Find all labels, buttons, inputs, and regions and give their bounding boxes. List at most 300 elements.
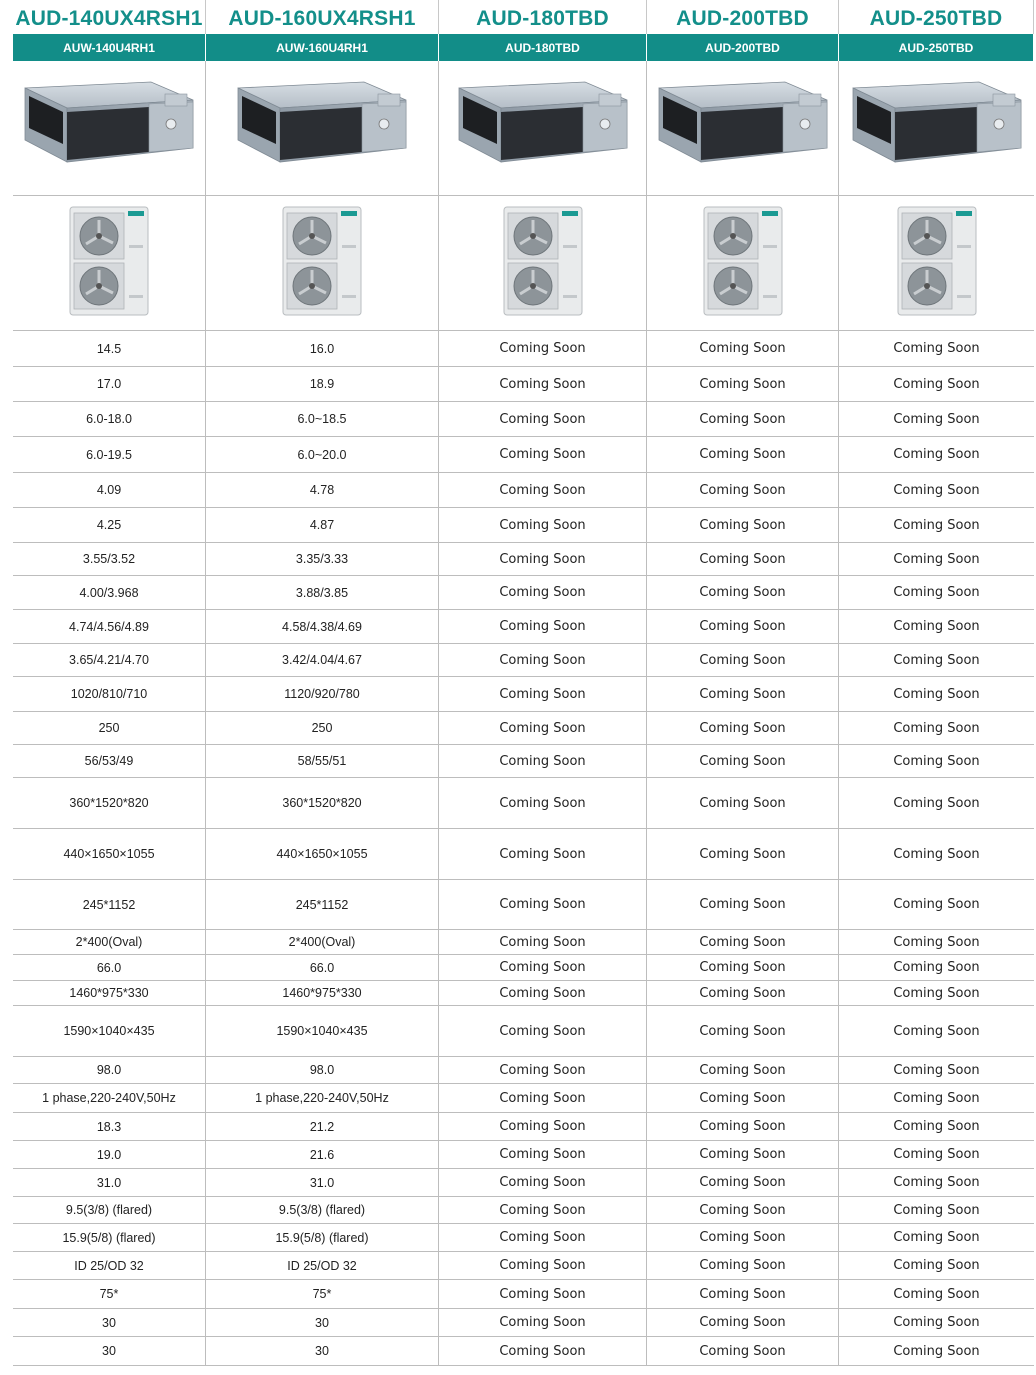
spec-value: 15.9(5/8) (flared) (62, 1230, 156, 1245)
table-cell (13, 473, 206, 507)
spec-value: 250 (98, 721, 120, 735)
coming-soon-label: Coming Soon (893, 341, 980, 356)
table-cell (839, 981, 1034, 1005)
table-cell (13, 1252, 206, 1279)
spec-value: 75* (99, 1287, 119, 1301)
table-row (13, 1113, 1034, 1141)
table-cell (439, 508, 647, 542)
coming-soon-label: Coming Soon (893, 897, 980, 912)
coming-soon-label: Coming Soon (699, 1175, 786, 1190)
table-cell (647, 508, 839, 542)
table-cell (13, 1197, 206, 1223)
coming-soon-label: Coming Soon (499, 517, 586, 533)
spec-value: 3.55/3.52 (82, 552, 136, 566)
table-row (13, 543, 1034, 576)
table-cell (647, 1224, 839, 1251)
table-row (13, 981, 1034, 1006)
coming-soon-label: Coming Soon (893, 1147, 980, 1162)
table-row (13, 473, 1034, 508)
spec-value: 31.0 (309, 1175, 335, 1190)
model-name-text: AUD-200TBD (676, 7, 809, 30)
table-cell (206, 955, 439, 980)
table-cell (13, 880, 206, 929)
table-cell (206, 508, 439, 542)
table-cell (647, 1197, 839, 1223)
coming-soon-label: Coming Soon (699, 753, 786, 769)
outdoor-model-text: AUD-200TBD (705, 40, 780, 55)
table-cell (206, 437, 439, 472)
table-cell (647, 367, 839, 401)
spec-value: 18.3 (96, 1119, 122, 1134)
spec-value: 2*400(Oval) (75, 935, 143, 949)
table-row (13, 712, 1034, 745)
table-row (13, 1252, 1034, 1280)
coming-soon-label: Coming Soon (893, 1286, 980, 1302)
coming-soon-label: Coming Soon (699, 846, 786, 862)
table-cell (206, 1084, 439, 1112)
outdoor-model (839, 34, 1034, 61)
coming-soon-label: Coming Soon (699, 960, 786, 975)
table-row (13, 829, 1034, 880)
table-cell (647, 1309, 839, 1336)
table-cell (647, 829, 839, 879)
coming-soon-label: Coming Soon (699, 411, 786, 427)
table-cell (13, 402, 206, 436)
table-cell (647, 1113, 839, 1140)
coming-soon-label: Coming Soon (499, 619, 586, 634)
table-cell (206, 1309, 439, 1336)
table-cell (13, 437, 206, 472)
coming-soon-label: Coming Soon (499, 686, 586, 702)
table-cell (647, 1006, 839, 1056)
table-cell (439, 1057, 647, 1083)
spec-value: 1460*975*330 (282, 986, 362, 1000)
table-cell (206, 677, 439, 711)
spec-value: 6.0-18.0 (86, 412, 132, 426)
table-row (13, 367, 1034, 402)
coming-soon-label: Coming Soon (499, 551, 586, 567)
model-name-text: AUD-160UX4RSH1 (228, 7, 416, 30)
table-cell (839, 1224, 1034, 1251)
coming-soon-label: Coming Soon (893, 551, 980, 567)
table-cell (13, 644, 206, 676)
coming-soon-label: Coming Soon (699, 1147, 786, 1162)
table-cell (13, 1224, 206, 1251)
outdoor-unit-cell (839, 196, 1034, 330)
table-cell (647, 1057, 839, 1083)
table-cell (647, 1141, 839, 1168)
coming-soon-label: Coming Soon (893, 1230, 980, 1245)
table-cell (647, 644, 839, 676)
coming-soon-label: Coming Soon (699, 897, 786, 912)
outdoor-model (647, 34, 839, 61)
table-cell (647, 745, 839, 777)
table-cell (647, 930, 839, 954)
coming-soon-label: Coming Soon (699, 1343, 786, 1359)
table-cell (439, 331, 647, 366)
indoor-unit-image-row (13, 61, 1034, 196)
spec-value: 18.9 (309, 377, 335, 391)
table-cell (13, 1006, 206, 1056)
table-cell (206, 712, 439, 744)
table-cell (839, 955, 1034, 980)
table-cell (839, 880, 1034, 929)
coming-soon-label: Coming Soon (699, 1090, 786, 1106)
spec-value: 58/55/51 (297, 754, 347, 768)
model-name (439, 0, 647, 34)
table-cell (439, 543, 647, 575)
table-cell (13, 677, 206, 711)
coming-soon-label: Coming Soon (499, 1286, 586, 1302)
spec-value: 440×1650×1055 (63, 847, 155, 861)
spec-value: 21.2 (309, 1119, 335, 1134)
model-name-text: AUD-180TBD (476, 7, 609, 30)
coming-soon-label: Coming Soon (893, 720, 980, 736)
table-cell (13, 576, 206, 609)
spec-value: 16.0 (309, 341, 335, 356)
table-cell (439, 880, 647, 929)
coming-soon-label: Coming Soon (499, 447, 586, 462)
coming-soon-label: Coming Soon (699, 985, 786, 1001)
spec-value: 3.35/3.33 (295, 552, 349, 566)
spec-value: 245*1152 (295, 897, 349, 912)
spec-value: 6.0~18.5 (297, 412, 347, 426)
outdoor-unit-icon (702, 205, 784, 322)
coming-soon-label: Coming Soon (499, 585, 586, 600)
coming-soon-label: Coming Soon (499, 376, 586, 392)
coming-soon-label: Coming Soon (893, 1023, 980, 1039)
table-cell (647, 437, 839, 472)
coming-soon-label: Coming Soon (893, 1062, 980, 1078)
outdoor-model-text: AUD-250TBD (898, 40, 974, 55)
coming-soon-label: Coming Soon (499, 1147, 586, 1162)
coming-soon-label: Coming Soon (499, 795, 586, 811)
spec-value: 245*1152 (82, 897, 136, 912)
table-cell (839, 367, 1034, 401)
table-cell (206, 778, 439, 828)
coming-soon-label: Coming Soon (499, 720, 586, 736)
coming-soon-label: Coming Soon (699, 1230, 786, 1245)
table-row (13, 331, 1034, 367)
outdoor-unit-icon (896, 205, 978, 322)
table-row (13, 437, 1034, 473)
coming-soon-label: Coming Soon (699, 686, 786, 702)
table-cell (206, 930, 439, 954)
table-cell (13, 331, 206, 366)
table-cell (206, 402, 439, 436)
spec-value: 3.88/3.85 (295, 585, 349, 600)
table-row (13, 778, 1034, 829)
table-cell (13, 1141, 206, 1168)
coming-soon-label: Coming Soon (499, 1202, 586, 1218)
coming-soon-label: Coming Soon (893, 1315, 980, 1330)
spec-rows (13, 331, 1034, 1366)
outdoor-unit-icon (68, 205, 150, 322)
coming-soon-label: Coming Soon (699, 1202, 786, 1218)
coming-soon-label: Coming Soon (499, 1315, 586, 1330)
model-name (206, 0, 439, 34)
table-cell (647, 1337, 839, 1365)
table-cell (13, 508, 206, 542)
coming-soon-label: Coming Soon (893, 411, 980, 427)
table-cell (439, 1252, 647, 1279)
coming-soon-label: Coming Soon (499, 341, 586, 356)
coming-soon-label: Coming Soon (499, 1062, 586, 1078)
spec-value: 98.0 (309, 1063, 335, 1077)
table-cell (206, 981, 439, 1005)
indoor-unit-cell (839, 61, 1034, 195)
table-cell (13, 778, 206, 828)
spec-value: 75* (312, 1287, 332, 1301)
table-row (13, 402, 1034, 437)
table-cell (647, 576, 839, 609)
coming-soon-label: Coming Soon (893, 1258, 980, 1273)
table-cell (439, 576, 647, 609)
table-row (13, 1337, 1034, 1366)
table-cell (647, 1280, 839, 1308)
table-cell (13, 1113, 206, 1140)
coming-soon-label: Coming Soon (699, 482, 786, 498)
table-cell (13, 1280, 206, 1308)
table-cell (839, 930, 1034, 954)
table-cell (839, 1309, 1034, 1336)
table-cell (206, 1224, 439, 1251)
table-cell (13, 610, 206, 643)
table-cell (13, 1337, 206, 1365)
table-cell (647, 473, 839, 507)
spec-table (13, 0, 1034, 1366)
table-cell (206, 543, 439, 575)
spec-value: 1020/810/710 (70, 687, 148, 701)
table-cell (13, 829, 206, 879)
table-cell (647, 955, 839, 980)
coming-soon-label: Coming Soon (699, 1315, 786, 1330)
table-cell (13, 1309, 206, 1336)
table-cell (839, 437, 1034, 472)
table-cell (13, 930, 206, 954)
table-cell (439, 712, 647, 744)
table-cell (206, 1057, 439, 1083)
table-cell (839, 829, 1034, 879)
spec-value: 2*400(Oval) (288, 935, 356, 949)
table-cell (439, 677, 647, 711)
coming-soon-label: Coming Soon (499, 897, 586, 912)
table-cell (839, 1141, 1034, 1168)
outdoor-model-text: AUD-180TBD (505, 40, 580, 55)
table-cell (439, 1309, 647, 1336)
coming-soon-label: Coming Soon (699, 447, 786, 462)
coming-soon-label: Coming Soon (699, 1286, 786, 1302)
model-name-text: AUD-250TBD (869, 7, 1003, 30)
table-cell (647, 1169, 839, 1196)
spec-value: 360*1520*820 (282, 796, 362, 810)
table-cell (647, 1252, 839, 1279)
table-cell (839, 576, 1034, 609)
table-cell (439, 1224, 647, 1251)
table-row (13, 1197, 1034, 1224)
outdoor-model (439, 34, 647, 61)
table-cell (206, 829, 439, 879)
spec-value: 1120/920/780 (284, 687, 360, 701)
outdoor-unit-cell (439, 196, 647, 330)
table-cell (439, 1337, 647, 1365)
coming-soon-label: Coming Soon (499, 846, 586, 862)
outdoor-model-row (13, 34, 1034, 61)
outdoor-unit-cell (647, 196, 839, 330)
table-cell (839, 644, 1034, 676)
table-cell (647, 543, 839, 575)
spec-value: 98.0 (96, 1063, 122, 1077)
spec-value: 14.5 (96, 341, 122, 356)
coming-soon-label: Coming Soon (499, 985, 586, 1001)
ducted-indoor-unit-icon (655, 78, 831, 178)
table-cell (647, 402, 839, 436)
table-cell (839, 402, 1034, 436)
spec-value: 56/53/49 (84, 754, 134, 768)
table-row (13, 1084, 1034, 1113)
coming-soon-label: Coming Soon (499, 1230, 586, 1245)
table-cell (206, 576, 439, 609)
spec-value: 21.6 (309, 1147, 335, 1162)
table-cell (839, 712, 1034, 744)
coming-soon-label: Coming Soon (893, 585, 980, 600)
spec-value: 66.0 (309, 960, 335, 975)
spec-value: 250 (311, 721, 333, 735)
table-cell (439, 930, 647, 954)
table-cell (439, 644, 647, 676)
spec-value: 15.9(5/8) (flared) (275, 1230, 369, 1245)
outdoor-unit-cell (13, 196, 206, 330)
spec-value: 19.0 (96, 1147, 122, 1162)
coming-soon-label: Coming Soon (699, 619, 786, 634)
table-cell (13, 955, 206, 980)
table-cell (206, 880, 439, 929)
table-row (13, 677, 1034, 712)
table-cell (439, 745, 647, 777)
coming-soon-label: Coming Soon (699, 934, 786, 950)
table-cell (839, 1084, 1034, 1112)
coming-soon-label: Coming Soon (893, 1119, 980, 1134)
table-row (13, 1309, 1034, 1337)
table-cell (839, 1169, 1034, 1196)
coming-soon-label: Coming Soon (893, 686, 980, 702)
spec-value: 360*1520*820 (69, 796, 149, 810)
table-cell (839, 508, 1034, 542)
coming-soon-label: Coming Soon (499, 652, 586, 668)
table-cell (206, 473, 439, 507)
ducted-indoor-unit-icon (21, 78, 197, 178)
spec-value: 4.25 (96, 518, 122, 532)
coming-soon-label: Coming Soon (699, 585, 786, 600)
table-cell (439, 1280, 647, 1308)
table-cell (13, 1057, 206, 1083)
coming-soon-label: Coming Soon (699, 551, 786, 567)
table-cell (839, 1280, 1034, 1308)
table-row (13, 1169, 1034, 1197)
table-cell (13, 745, 206, 777)
outdoor-unit-icon (502, 205, 584, 322)
coming-soon-label: Coming Soon (699, 1023, 786, 1039)
indoor-unit-cell (13, 61, 206, 195)
table-cell (206, 331, 439, 366)
coming-soon-label: Coming Soon (893, 1175, 980, 1190)
table-cell (206, 1113, 439, 1140)
table-cell (647, 677, 839, 711)
coming-soon-label: Coming Soon (893, 795, 980, 811)
table-cell (839, 1197, 1034, 1223)
table-cell (839, 1113, 1034, 1140)
table-cell (439, 1169, 647, 1196)
coming-soon-label: Coming Soon (699, 795, 786, 811)
spec-value: 4.58/4.38/4.69 (282, 619, 362, 634)
coming-soon-label: Coming Soon (893, 447, 980, 462)
table-row (13, 508, 1034, 543)
coming-soon-label: Coming Soon (893, 517, 980, 533)
model-name (13, 0, 206, 34)
spec-value: 1460*975*330 (69, 986, 149, 1000)
coming-soon-label: Coming Soon (499, 960, 586, 975)
spec-value: 30 (315, 1315, 329, 1330)
table-cell (839, 473, 1034, 507)
indoor-unit-cell (206, 61, 439, 195)
table-row (13, 930, 1034, 955)
coming-soon-label: Coming Soon (893, 482, 980, 498)
spec-value: 440×1650×1055 (276, 847, 368, 861)
table-row (13, 610, 1034, 644)
coming-soon-label: Coming Soon (893, 846, 980, 862)
coming-soon-label: Coming Soon (499, 1175, 586, 1190)
coming-soon-label: Coming Soon (893, 1090, 980, 1106)
spec-value: 1 phase,220-240V,50Hz (255, 1091, 389, 1105)
spec-value: ID 25/OD 32 (74, 1258, 144, 1273)
spec-value: 1590×1040×435 (63, 1024, 155, 1038)
table-cell (13, 712, 206, 744)
table-row (13, 1057, 1034, 1084)
table-cell (13, 1169, 206, 1196)
coming-soon-label: Coming Soon (699, 517, 786, 533)
coming-soon-label: Coming Soon (893, 1343, 980, 1359)
table-row (13, 644, 1034, 677)
table-cell (647, 712, 839, 744)
spec-value: 4.87 (309, 518, 335, 532)
table-cell (439, 437, 647, 472)
coming-soon-label: Coming Soon (893, 376, 980, 392)
spec-value: 31.0 (96, 1175, 122, 1190)
table-cell (206, 644, 439, 676)
table-row (13, 880, 1034, 930)
table-cell (206, 1169, 439, 1196)
table-row (13, 745, 1034, 778)
table-row (13, 1006, 1034, 1057)
spec-value: 4.74/4.56/4.89 (69, 619, 149, 634)
coming-soon-label: Coming Soon (499, 1343, 586, 1359)
coming-soon-label: Coming Soon (699, 1062, 786, 1078)
outdoor-unit-image-row (13, 196, 1034, 331)
table-cell (647, 981, 839, 1005)
table-row (13, 1280, 1034, 1309)
indoor-unit-cell (647, 61, 839, 195)
coming-soon-label: Coming Soon (893, 753, 980, 769)
spec-value: ID 25/OD 32 (287, 1258, 357, 1273)
table-cell (206, 1337, 439, 1365)
table-cell (647, 778, 839, 828)
table-cell (439, 981, 647, 1005)
table-cell (839, 745, 1034, 777)
coming-soon-label: Coming Soon (699, 1119, 786, 1134)
coming-soon-label: Coming Soon (893, 619, 980, 634)
table-cell (839, 1057, 1034, 1083)
table-cell (439, 1006, 647, 1056)
